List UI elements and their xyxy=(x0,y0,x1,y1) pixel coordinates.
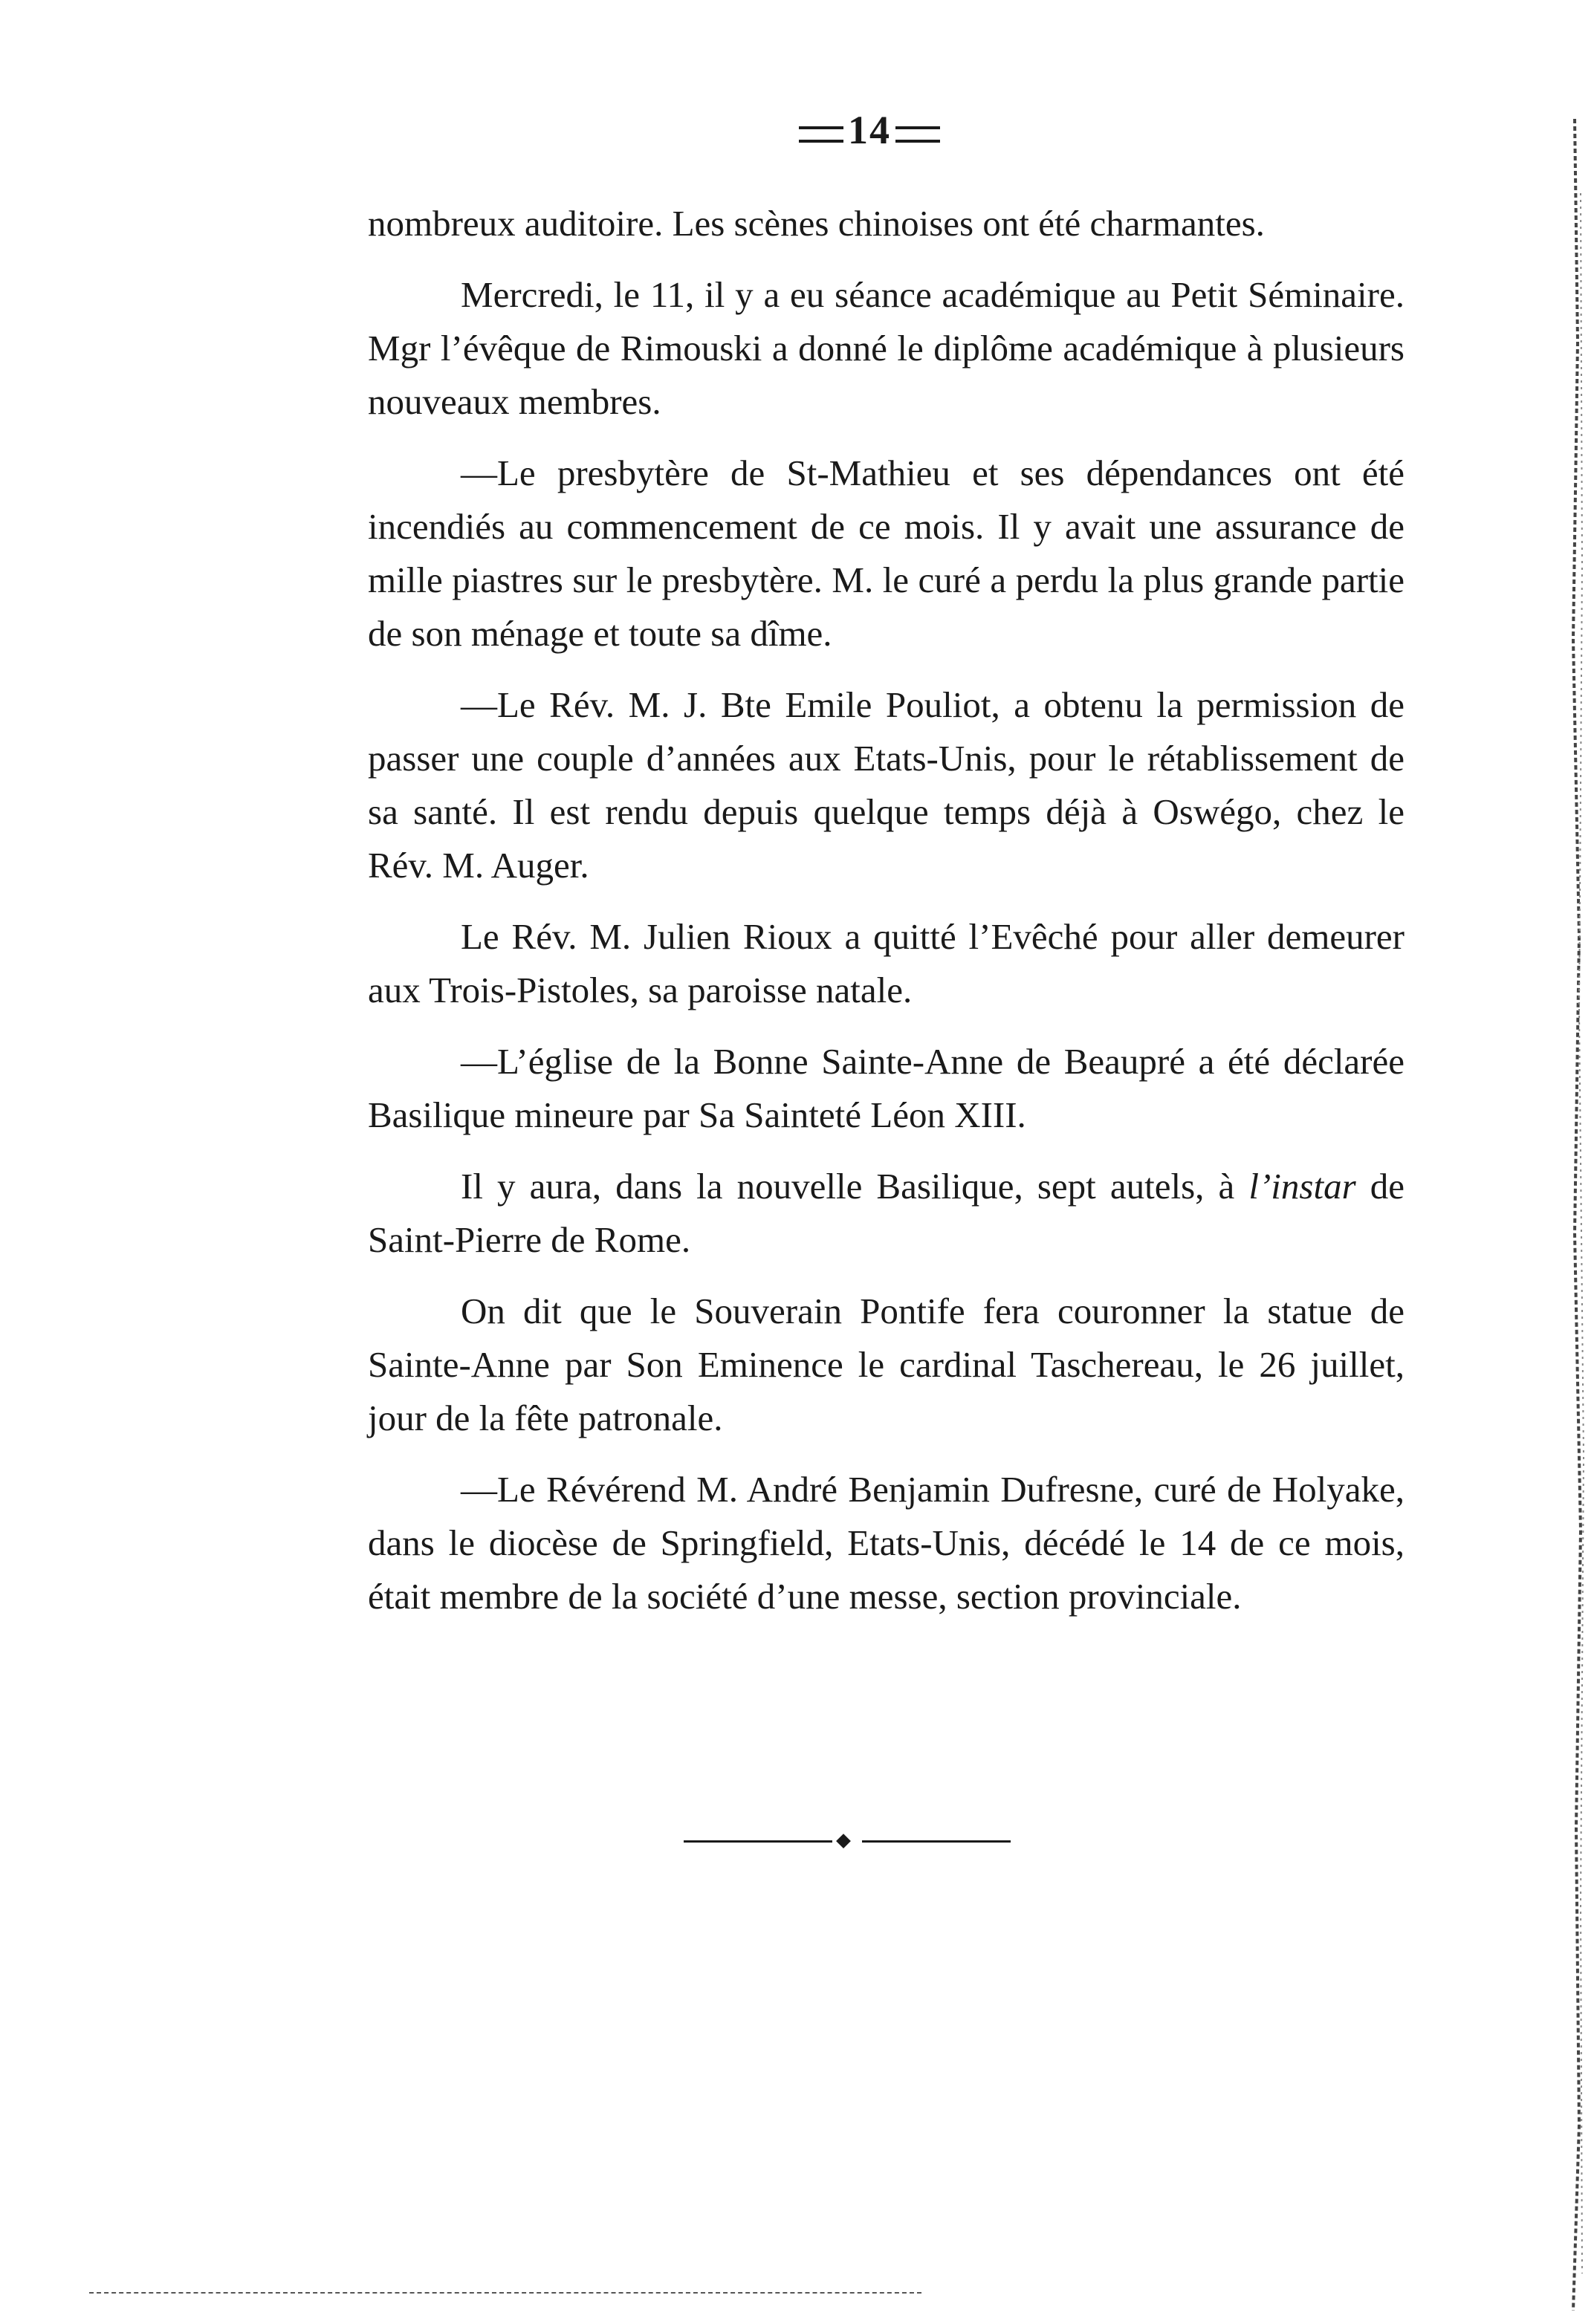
ornament-line-left xyxy=(684,1840,832,1843)
paragraph-9: —Le Révérend M. André Benjamin Dufresne, curé de Holyake, dans le diocèse de Springfield, Etats-Unis, décédé le 14 de ce mois, était membre de la société d’une messe, section provinciale. xyxy=(368,1469,1405,1617)
scan-edge-shadow xyxy=(1560,119,1587,2311)
paragraph-7 xyxy=(368,1160,1405,1267)
ornament-line-right xyxy=(862,1840,1011,1843)
paragraph-6: —L’église de la Bonne Sainte-Anne de Beaupré a été déclarée Basilique mineure par Sa Sainteté Léon XIII. xyxy=(368,1041,1405,1135)
paragraph-5: Le Rév. M. Julien Rioux a quitté l’Evêché pour aller demeurer aux Trois-Pistoles, sa paroisse natale. xyxy=(368,916,1405,1010)
bottom-scan-rule xyxy=(89,2292,921,2296)
paragraph-3: —Le presbytère de St-Mathieu et ses dépendances ont été incendiés au commencement de ce mois. Il y avait une assurance de mille piastres sur le presbytère. M. le curé a perdu la plus grande partie de son ménage et toute sa dîme. xyxy=(368,452,1405,654)
header-rule-right xyxy=(895,126,940,143)
paragraph-1: nombreux auditoire. Les scènes chinoises ont été charmantes. xyxy=(368,203,1265,244)
paragraph-7-end: de Saint-Pierre de Rome. xyxy=(368,1166,1405,1260)
page-number: 14 xyxy=(848,108,891,152)
paragraph-7-italic: l’instar xyxy=(1248,1166,1356,1207)
paragraph-8: On dit que le Souverain Pontife fera couronner la statue de Sainte-Anne par Son Eminence le cardinal Taschereau, le 26 juillet, jour de la fête patronale. xyxy=(368,1291,1405,1438)
ornament-diamond xyxy=(836,1834,851,1849)
page-number-header xyxy=(773,104,966,156)
paragraph-7-start: Il y aura, dans la nouvelle Basilique, sept autels, à xyxy=(461,1166,1249,1207)
header-rule-left xyxy=(799,126,843,143)
paragraph-4: —Le Rév. M. J. Bte Emile Pouliot, a obtenu la permission de passer une couple d’années aux Etats-Unis, pour le rétablissement de sa santé. Il est rendu depuis quelque temps déjà à Oswégo, chez le Rév. M. Auger. xyxy=(368,684,1405,886)
article-body xyxy=(368,197,1405,1641)
diamond-rule-icon xyxy=(684,1834,1011,1849)
paragraph-2: Mercredi, le 11, il y a eu séance académique au Petit Séminaire. Mgr l’évêque de Rimouski a donné le diplôme académique à plusieurs nouveaux membres. xyxy=(368,274,1405,422)
